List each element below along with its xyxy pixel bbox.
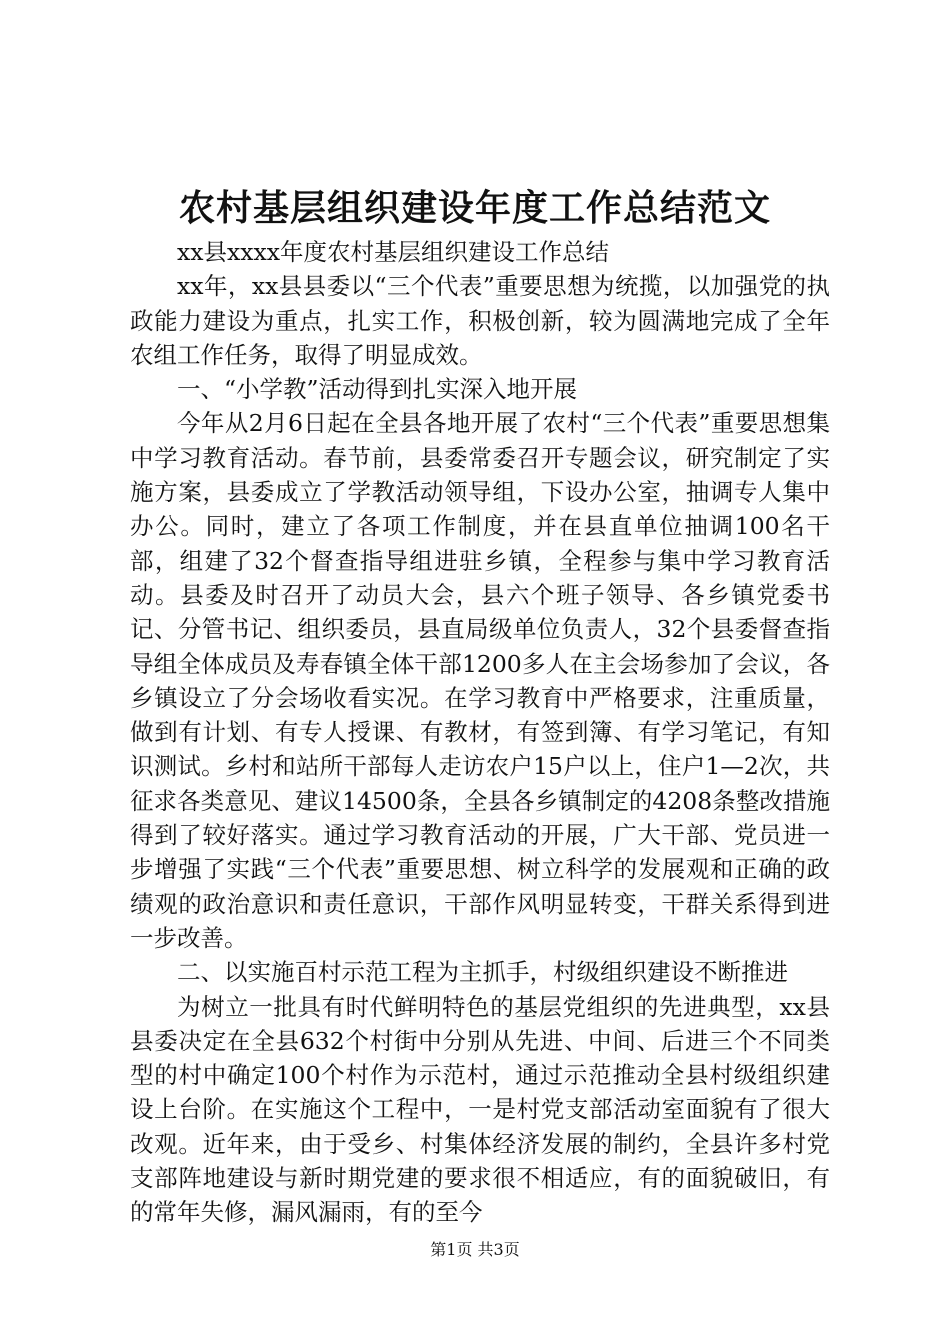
section-2-paragraph: 为树立一批具有时代鲜明特色的基层党组织的先进典型，xx县县委决定在全县632个村街中分别从先进、中间、后进三个不同类型的村中确定100个村作为示范村，通过示范推动全县村级组织建设上台阶。在实施这个工程中，一是村党支部活动室面貌有了很大改观。近年来，由于受乡、村集体经济发展的制约，全县许多村党支部阵地建设与新时期党建的要求很不相适应，有的面貌破旧，有的常年失修，漏风漏雨，有的至今 xyxy=(130,992,830,1227)
intro-paragraph: xx年，xx县县委以“三个代表”重要思想为统揽，以加强党的执政能力建设为重点，扎实工作，积极创新，较为圆满地完成了全年农组工作任务，取得了明显成效。 xyxy=(130,272,830,369)
subtitle-paragraph: xx县xxxx年度农村基层组织建设工作总结 xyxy=(177,238,610,266)
document-title: 农村基层组织建设年度工作总结范文 xyxy=(178,187,771,229)
section-heading-2: 二、以实施百村示范工程为主抓手，村级组织建设不断推进 xyxy=(177,958,788,987)
page-footer: 第1页 共3页 xyxy=(430,1240,520,1259)
section-heading-1: 一、“小学教”活动得到扎实深入地开展 xyxy=(177,375,578,404)
section-1-paragraph: 今年从2月6日起在全县各地开展了农村“三个代表”重要思想集中学习教育活动。春节前，县委常委召开专题会议，研究制定了实施方案，县委成立了学教活动领导组，下设办公室，抽调专人集中办公。同时，建立了各项工作制度，并在县直单位抽调100名干部，组建了32个督查指导组进驻乡镇，全程参与集中学习教育活动。县委及时召开了动员大会，县六个班子领导、各乡镇党委书记、分管书记、组织委员，县直局级单位负责人，32个县委督查指导组全体成员及寿春镇全体干部1200多人在主会场参加了会议，各乡镇设立了分会场收看实况。在学习教育中严格要求，注重质量，做到有计划、有专人授课、有教材，有签到簿、有学习笔记，有知识测试。乡村和站所干部每人走访农户15户以上，住户1—2次，共征求各类意见、建议14500条，全县各乡镇制定的4208条整改措施得到了较好落实。通过学习教育活动的开展，广大干部、党员进一步增强了实践“三个代表”重要思想、树立科学的发展观和正确的政绩观的政治意识和责任意识，干部作风明显转变，干群关系得到进一步改善。 xyxy=(130,409,830,952)
document-body xyxy=(130,235,830,1230)
